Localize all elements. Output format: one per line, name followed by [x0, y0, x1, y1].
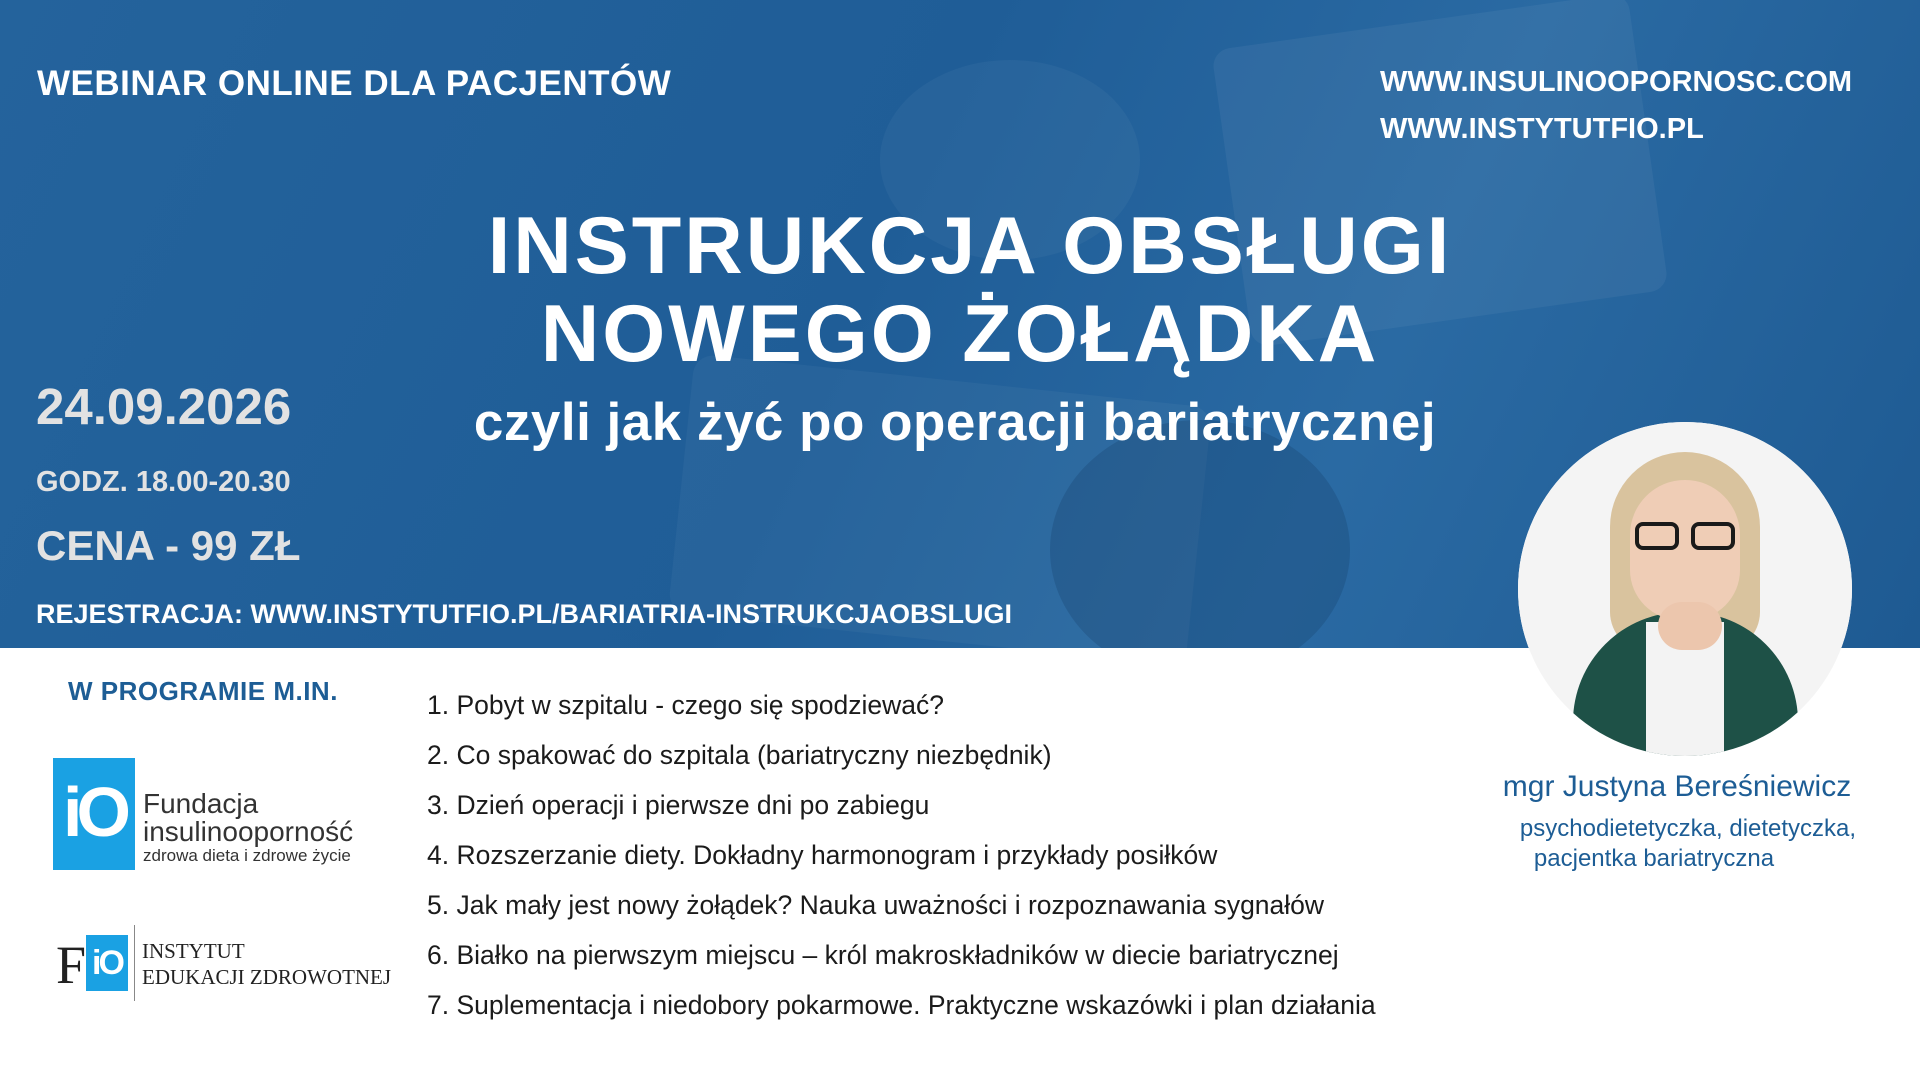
institute-logo [56, 925, 416, 1005]
registration-link[interactable]: REJESTRACJA: WWW.INSTYTUTFIO.PL/BARIATRIA-INSTRUKCJAOBSLUGI [36, 599, 1012, 629]
speaker-hand [1658, 602, 1722, 650]
foundation-logo-mark: iO [53, 758, 135, 870]
website-link-instytutfio[interactable]: WWW.INSTYTUTFIO.PL [1380, 113, 1704, 145]
institute-logo-line2: EDUKACJI ZDROWOTNEJ [142, 965, 392, 989]
website-link-insulinoopornosc[interactable]: WWW.INSULINOOPORNOSC.COM [1380, 66, 1853, 98]
webinar-label: WEBINAR ONLINE DLA PACJENTÓW [37, 64, 672, 103]
foundation-logo [53, 758, 363, 874]
speaker-role-line1: psychodietetyczka, dietetyczka, [1519, 815, 1857, 842]
program-list [427, 688, 1376, 1038]
program-item: 3. Dzień operacji i pierwsze dni po zabiegu [427, 790, 930, 820]
program-item: 2. Co spakować do szpitala (bariatryczny niezbędnik) [427, 740, 1052, 770]
speaker-role-line2: pacjentka bariatryczna [1533, 845, 1775, 872]
foundation-logo-line2: insulinooporność [143, 816, 354, 847]
program-item: 1. Pobyt w szpitalu - czego się spodziewać? [427, 690, 945, 720]
program-item: 7. Suplementacja i niedobory pokarmowe. Praktyczne wskazówki i plan działania [427, 990, 1376, 1020]
title-line-2: NOWEGO ŻOŁĄDKA [540, 289, 1380, 379]
speaker-photo [1518, 422, 1852, 756]
speaker-name: mgr Justyna Bereśniewicz [1502, 770, 1852, 803]
title-line-1: INSTRUKCJA OBSŁUGI [487, 201, 1453, 291]
program-item: 6. Białko na pierwszym miejscu – król makroskładników w diecie bariatrycznej [427, 940, 1339, 970]
subtitle: czyli jak żyć po operacji bariatrycznej [473, 393, 1437, 452]
program-label: W PROGRAMIE M.IN. [68, 676, 338, 706]
event-price: CENA - 99 ZŁ [36, 522, 301, 569]
institute-logo-divider [134, 925, 135, 1001]
program-item: 4. Rozszerzanie diety. Dokładny harmonogram i przykłady posiłków [427, 840, 1218, 870]
foundation-logo-tagline: zdrowa dieta i zdrowe życie [143, 846, 351, 865]
institute-logo-line1: INSTYTUT [142, 939, 245, 963]
foundation-logo-line1: Fundacja [143, 788, 259, 819]
program-item: 5. Jak mały jest nowy żołądek? Nauka uważności i rozpoznawania sygnałów [427, 890, 1325, 920]
event-hours: GODZ. 18.00-20.30 [36, 466, 291, 498]
glasses-icon [1633, 522, 1737, 554]
institute-logo-f: F [56, 935, 87, 995]
event-date: 24.09.2026 [36, 378, 292, 435]
institute-logo-mark: iO [86, 935, 128, 991]
